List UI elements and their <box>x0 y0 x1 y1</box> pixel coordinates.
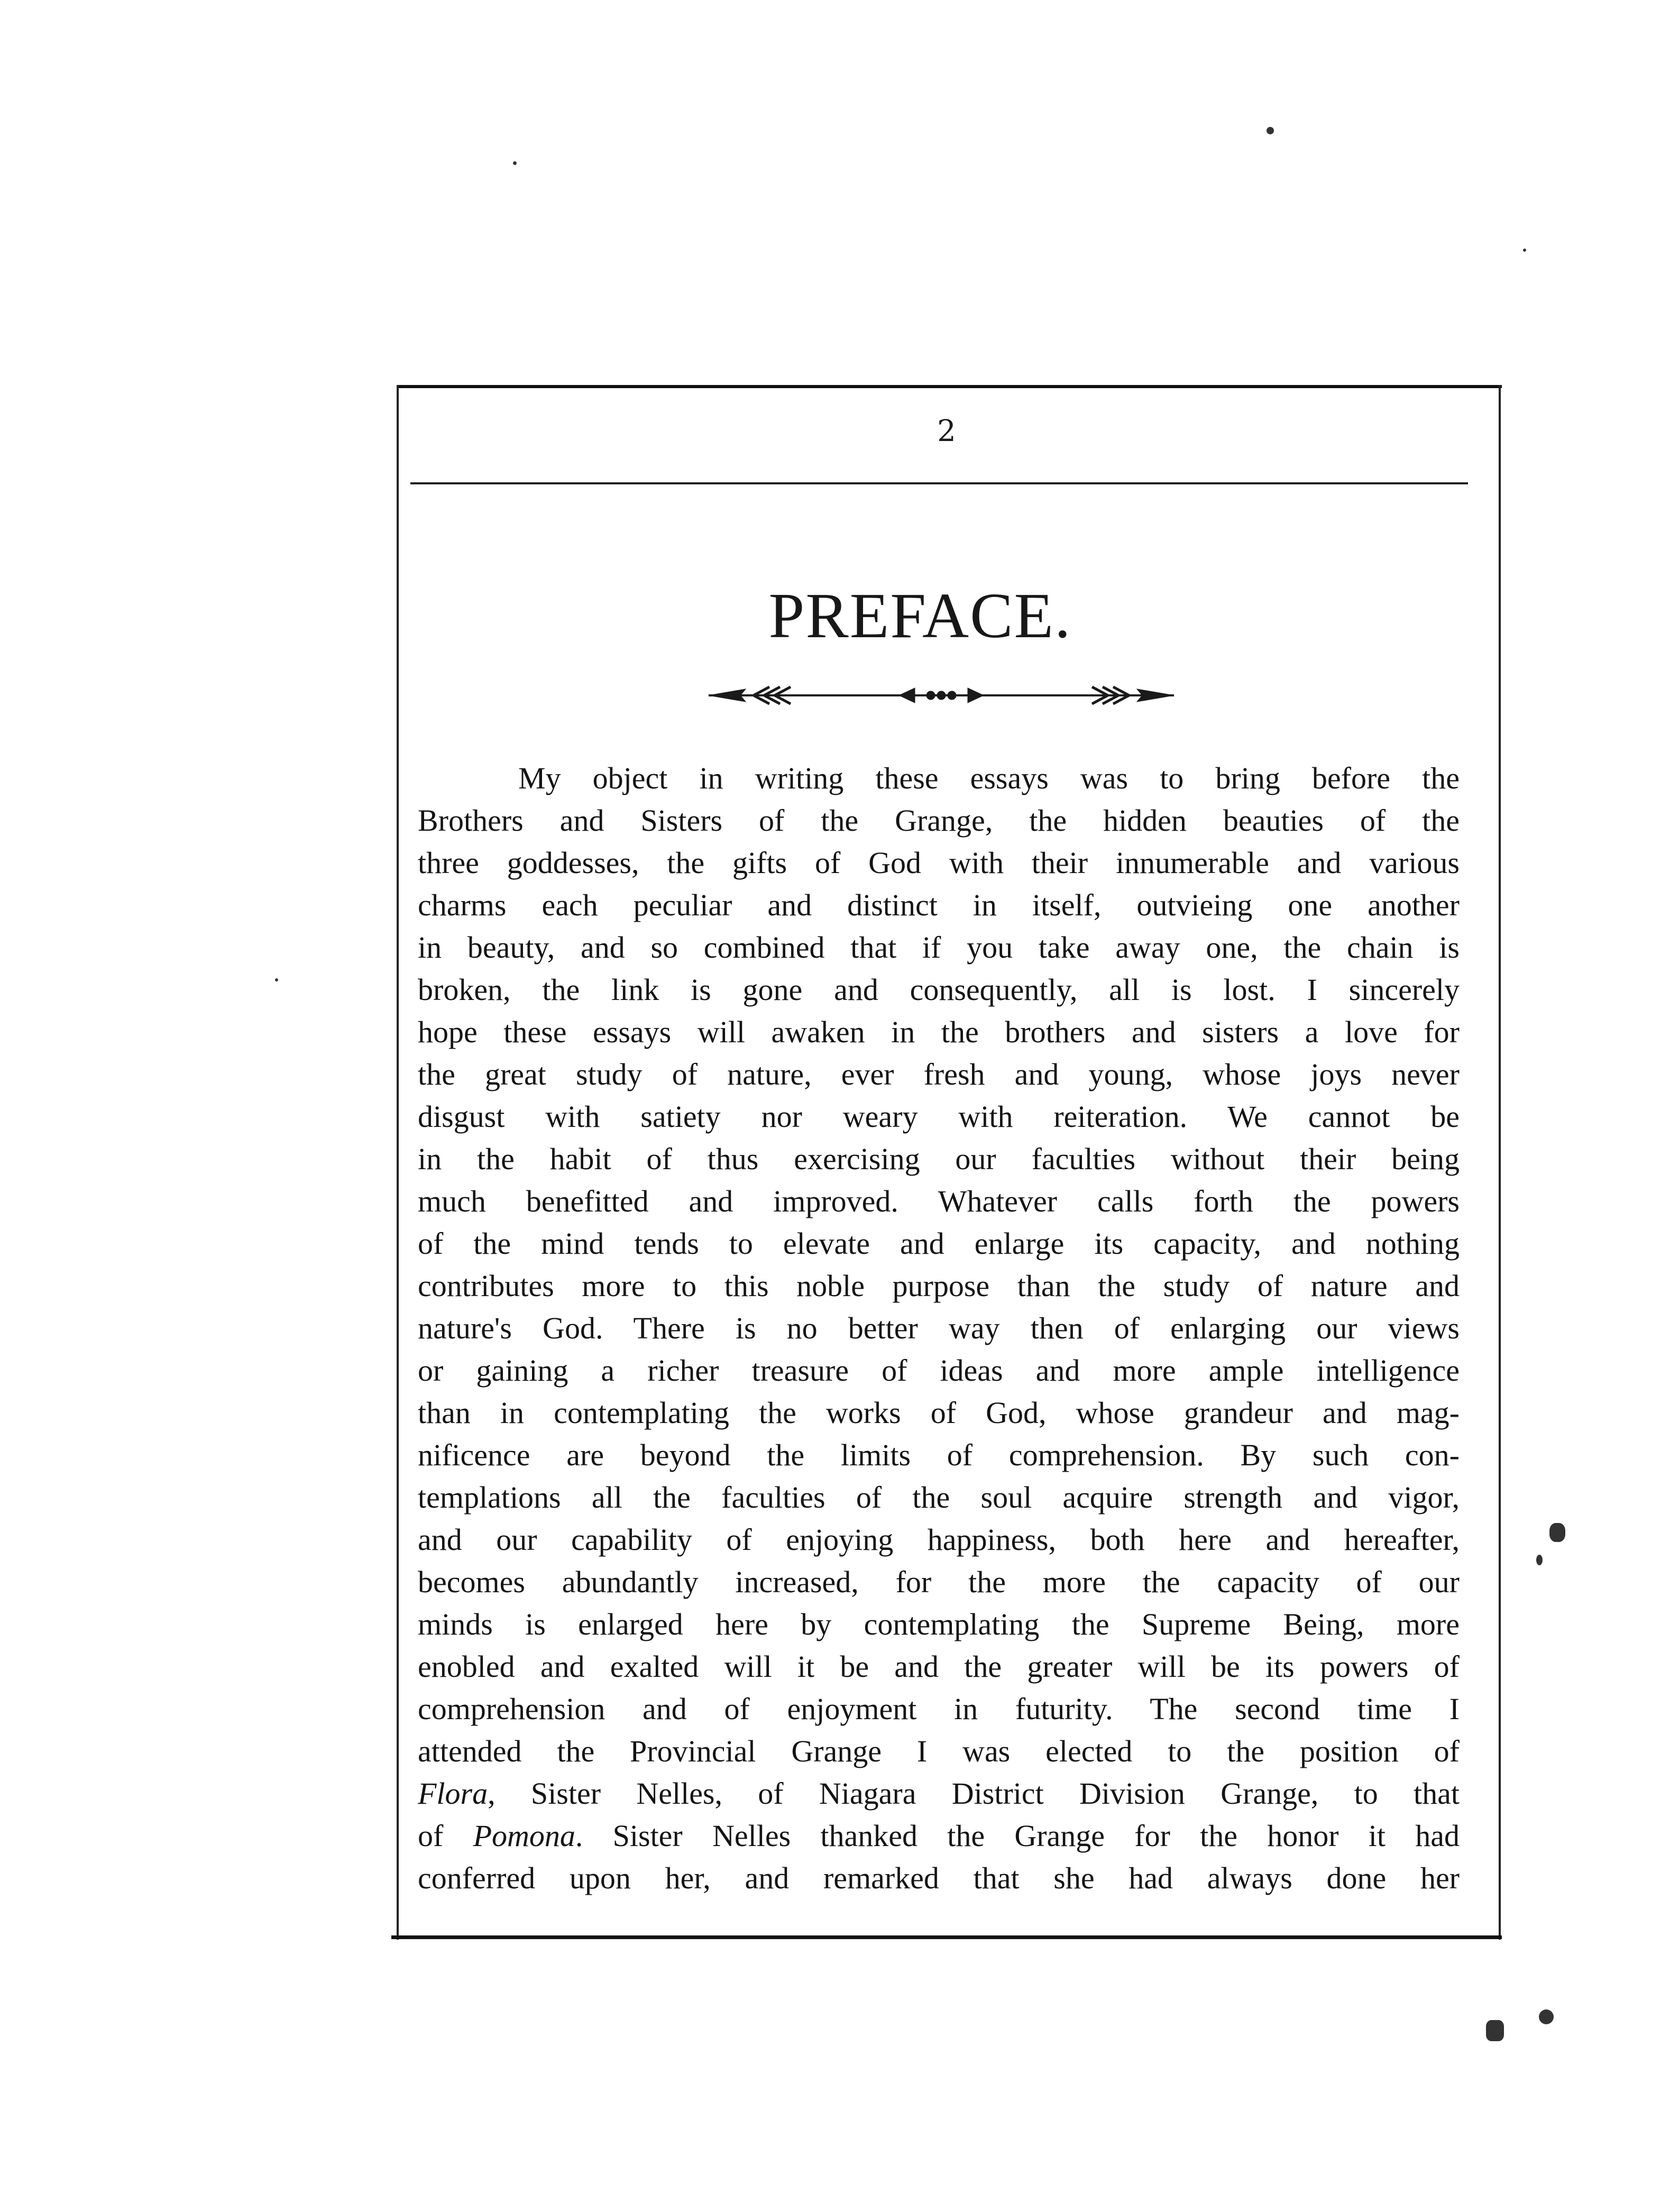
page-title: PREFACE. <box>768 580 1072 651</box>
body-line: in beauty, and so combined that if you take away one, the chain is <box>418 930 1460 965</box>
scan-speck <box>1539 2009 1554 2024</box>
body-line: the great study of nature, ever fresh and young, whose joys never <box>418 1057 1460 1091</box>
body-line-pomona-rest: . Sister Nelles thanked the Grange for the honor it had <box>575 1819 1460 1853</box>
scan-speck <box>1486 2020 1504 2041</box>
body-line: nificence are beyond the limits of comprehension. By such con- <box>418 1438 1460 1472</box>
body-line: than in contemplating the works of God, whose grandeur and mag- <box>418 1396 1460 1430</box>
scan-speck <box>513 161 517 165</box>
body-line: of the mind tends to elevate and enlarge its capacity, and nothing <box>418 1226 1460 1261</box>
body-line-flora <box>418 1773 1460 1815</box>
italic-flora: Flora <box>418 1776 488 1811</box>
body-line: much benefitted and improved. Whatever calls forth the powers <box>418 1184 1460 1218</box>
page-number: 2 <box>937 414 956 448</box>
body-line-flora-rest: , Sister Nelles, of Niagara District Division Grange, to that <box>488 1776 1460 1811</box>
body-line: or gaining a richer treasure of ideas and more ample intelligence <box>418 1353 1460 1388</box>
header-rule <box>410 482 1468 484</box>
body-line-last: conferred upon her, and remarked that she had always done her <box>418 1861 1460 1895</box>
body-line: comprehension and of enjoyment in futurity. The second time I <box>418 1692 1460 1726</box>
body-line: hope these essays will awaken in the brothers and sisters a love for <box>418 1015 1460 1049</box>
body-line: contributes more to this noble purpose than the study of nature and <box>418 1269 1460 1303</box>
body-line: becomes abundantly increased, for the more the capacity of our <box>418 1565 1460 1599</box>
body-line: My object in writing these essays was to bring before the <box>518 761 1460 795</box>
body-line: three goddesses, the gifts of God with their innumerable and various <box>418 846 1460 880</box>
body-line: charms each peculiar and distinct in itself, outvieing one another <box>418 888 1460 922</box>
body-line: nature's God. There is no better way then of enlarging our views <box>418 1311 1460 1345</box>
scan-speck <box>1549 1523 1565 1542</box>
body-line-pomona-prefix: of <box>418 1819 473 1853</box>
body-line: enobled and exalted will it be and the greater will be its powers of <box>418 1649 1460 1684</box>
decorative-arrow-ornament <box>703 680 1179 711</box>
body-line: disgust with satiety nor weary with reiteration. We cannot be <box>418 1099 1460 1134</box>
scan-speck <box>1523 249 1526 252</box>
bottom-rule <box>391 1935 1502 1939</box>
scan-speck <box>275 978 278 981</box>
scan-speck <box>1267 127 1274 134</box>
italic-pomona: Pomona <box>473 1819 575 1853</box>
body-line: and our capability of enjoying happiness, both here and hereafter, <box>418 1522 1460 1557</box>
preface-body <box>418 757 1460 1899</box>
body-line: Brothers and Sisters of the Grange, the hidden beauties of the <box>418 803 1460 838</box>
body-line-pomona <box>418 1815 1460 1857</box>
body-line: in the habit of thus exercising our faculties without their being <box>418 1142 1460 1176</box>
body-line: minds is enlarged here by contemplating the Supreme Being, more <box>418 1607 1460 1641</box>
scan-speck <box>1536 1555 1543 1565</box>
body-line: templations all the faculties of the soul acquire strength and vigor, <box>418 1480 1460 1515</box>
body-line: broken, the link is gone and consequently, all is lost. I sincerely <box>418 972 1460 1007</box>
body-line: attended the Provincial Grange I was elected to the position of <box>418 1734 1460 1768</box>
